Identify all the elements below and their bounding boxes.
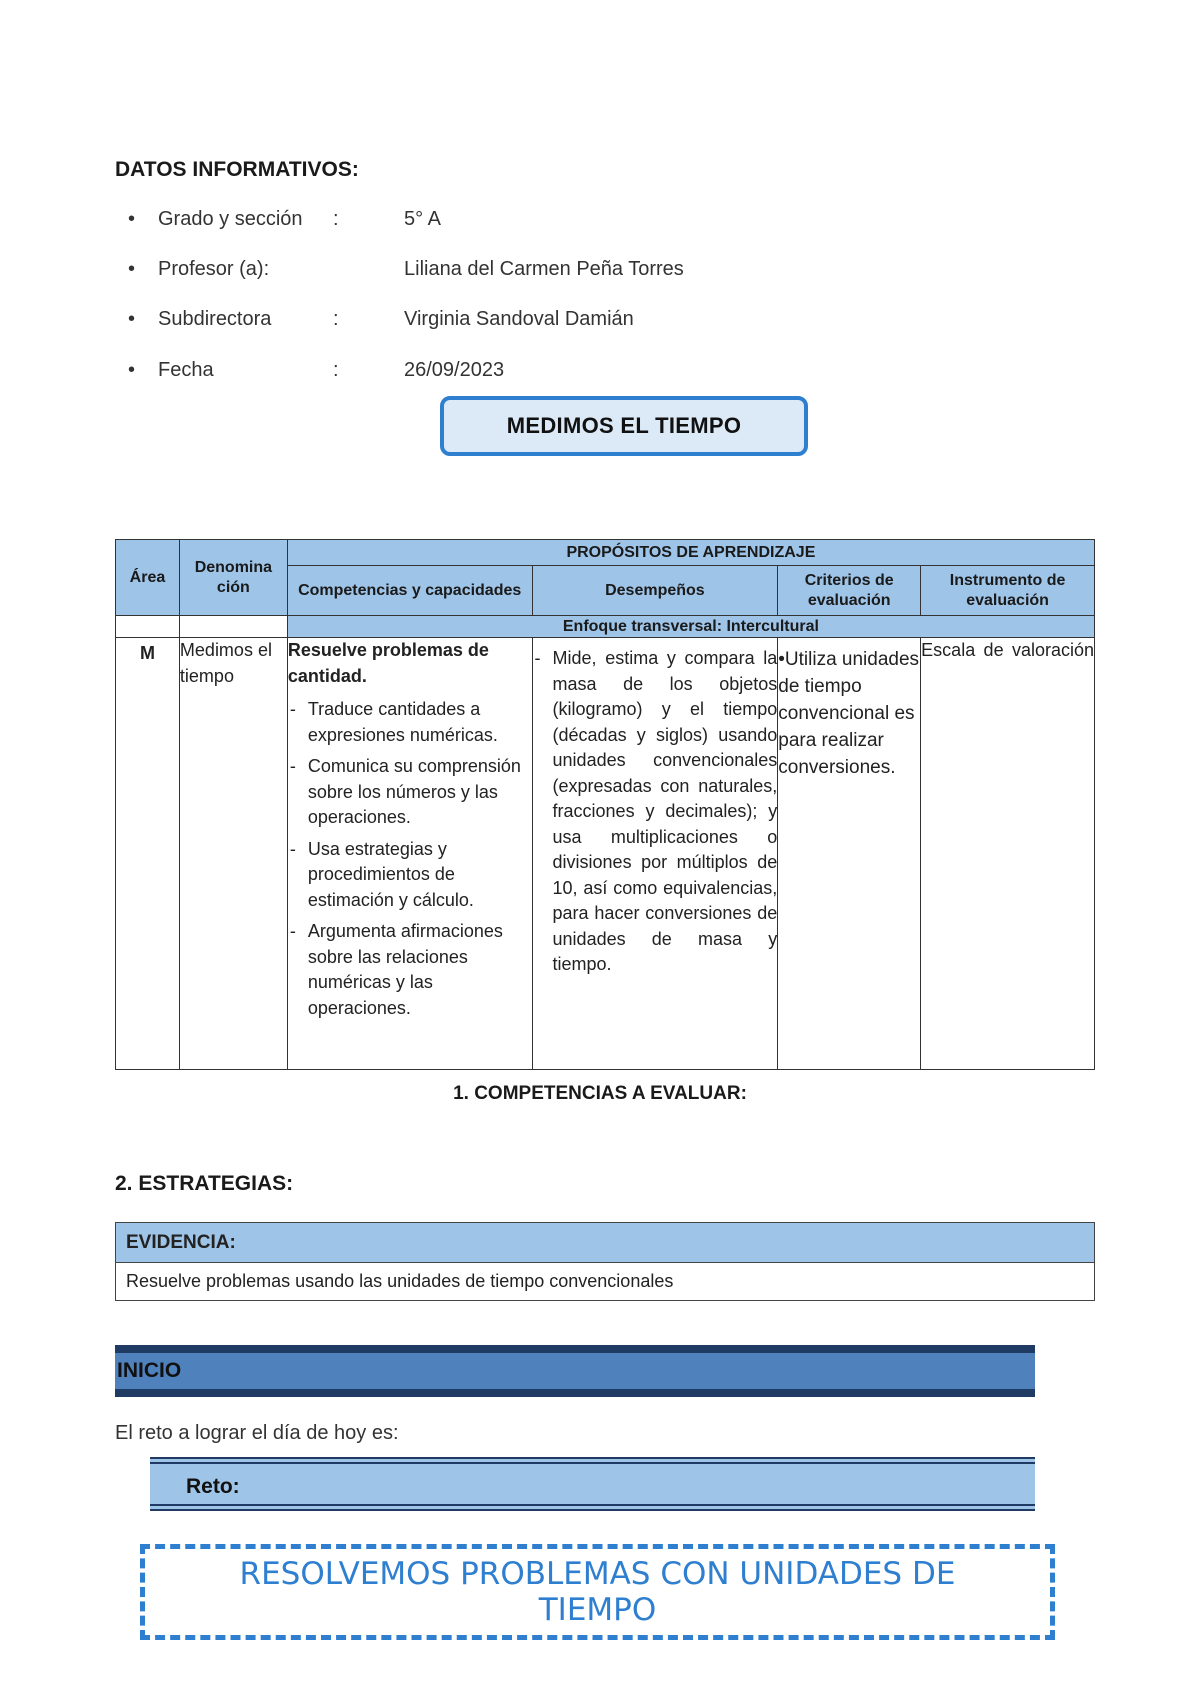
desempenos-list — [533, 646, 778, 978]
inicio-label: INICIO — [117, 1359, 182, 1382]
header-desempenos: Desempeños — [532, 566, 778, 616]
cell-area: M — [116, 638, 180, 1070]
header-denominacion: Denomina ción — [179, 540, 287, 616]
cell-instrumento: Escala de valoración — [921, 638, 1095, 1070]
info-value: 5° A — [404, 208, 441, 230]
list-item: - Traduce cantidades a expresiones numéricas. — [288, 697, 532, 748]
section-heading-competencias: 1. COMPETENCIAS A EVALUAR: — [453, 1083, 747, 1104]
inicio-banner — [115, 1345, 1035, 1397]
reto-intro: El reto a lograr el día de hoy es: — [115, 1422, 399, 1444]
cell-competencias — [287, 638, 532, 1070]
list-item: - Argumenta afirmaciones sobre las relaciones numéricas y las operaciones. — [288, 919, 532, 1021]
competencia-title: Resuelve problemas de cantidad. — [287, 640, 489, 686]
cell-desempenos — [532, 638, 778, 1070]
list-item: - Usa estrategias y procedimientos de estimación y cálculo. — [288, 837, 532, 914]
header-criterios: Criterios de evaluación — [778, 566, 921, 616]
capacidades-list — [288, 697, 532, 1021]
evidencia-label: EVIDENCIA: — [116, 1223, 1094, 1263]
info-label: Grado y sección — [158, 208, 303, 230]
session-title-box: MEDIMOS EL TIEMPO — [440, 396, 808, 456]
cell-denominacion: Medimos el tiempo — [179, 638, 287, 1070]
info-colon: : — [333, 208, 339, 230]
list-item: - Mide, estima y compara la masa de los objetos (kilogramo) y el tiempo (décadas y siglos) usando unidades convencionales (expresadas con naturales, fracciones y decimales); y usa multiplicaciones o divisiones por múltiplos de 10, así como equivalencias, para hacer conversiones de unidades de masa y tiempo. — [533, 646, 778, 978]
header-area: Área — [116, 540, 180, 616]
criterio-text: Utiliza unidades de tiempo convencional es para realizar conversiones. — [778, 649, 920, 778]
header-enfoque: Enfoque transversal: Intercultural — [287, 616, 1094, 638]
info-value: Liliana del Carmen Peña Torres — [404, 258, 684, 280]
evidencia-box — [115, 1222, 1095, 1301]
section-heading-estrategias: 2. ESTRATEGIAS: — [115, 1172, 294, 1195]
info-label: Profesor (a): — [158, 258, 270, 280]
info-item-profesor — [128, 258, 828, 284]
info-value: 26/09/2023 — [404, 359, 505, 381]
bullet-icon: • — [128, 258, 136, 280]
section-heading-datos: DATOS INFORMATIVOS: — [115, 158, 359, 181]
list-item: - Comunica su comprensión sobre los números y las operaciones. — [288, 754, 532, 831]
header-propositos: PROPÓSITOS DE APRENDIZAJE — [287, 540, 1094, 566]
header-instrumento: Instrumento de evaluación — [921, 566, 1095, 616]
learning-purposes-table — [115, 539, 1095, 1070]
info-item-subdirectora — [128, 308, 828, 334]
header-competencias: Competencias y capacidades — [287, 566, 532, 616]
reto-statement-box: RESOLVEMOS PROBLEMAS CON UNIDADES DE TIEMPO — [140, 1544, 1055, 1640]
info-item-fecha — [128, 359, 828, 385]
info-colon: : — [333, 359, 339, 381]
info-colon: : — [333, 308, 339, 330]
info-label: Fecha — [158, 359, 214, 381]
reto-label: Reto: — [186, 1475, 240, 1498]
reto-banner — [150, 1457, 1035, 1511]
bullet-icon: • — [128, 359, 136, 381]
info-label: Subdirectora — [158, 308, 272, 330]
info-item-grado — [128, 208, 828, 234]
bullet-icon: • — [778, 649, 785, 670]
info-value: Virginia Sandoval Damián — [404, 308, 634, 330]
bullet-icon: • — [128, 308, 136, 330]
evidencia-text: Resuelve problemas usando las unidades de tiempo convencionales — [126, 1271, 674, 1291]
cell-criterios — [778, 638, 921, 1070]
bullet-icon: • — [128, 208, 136, 230]
